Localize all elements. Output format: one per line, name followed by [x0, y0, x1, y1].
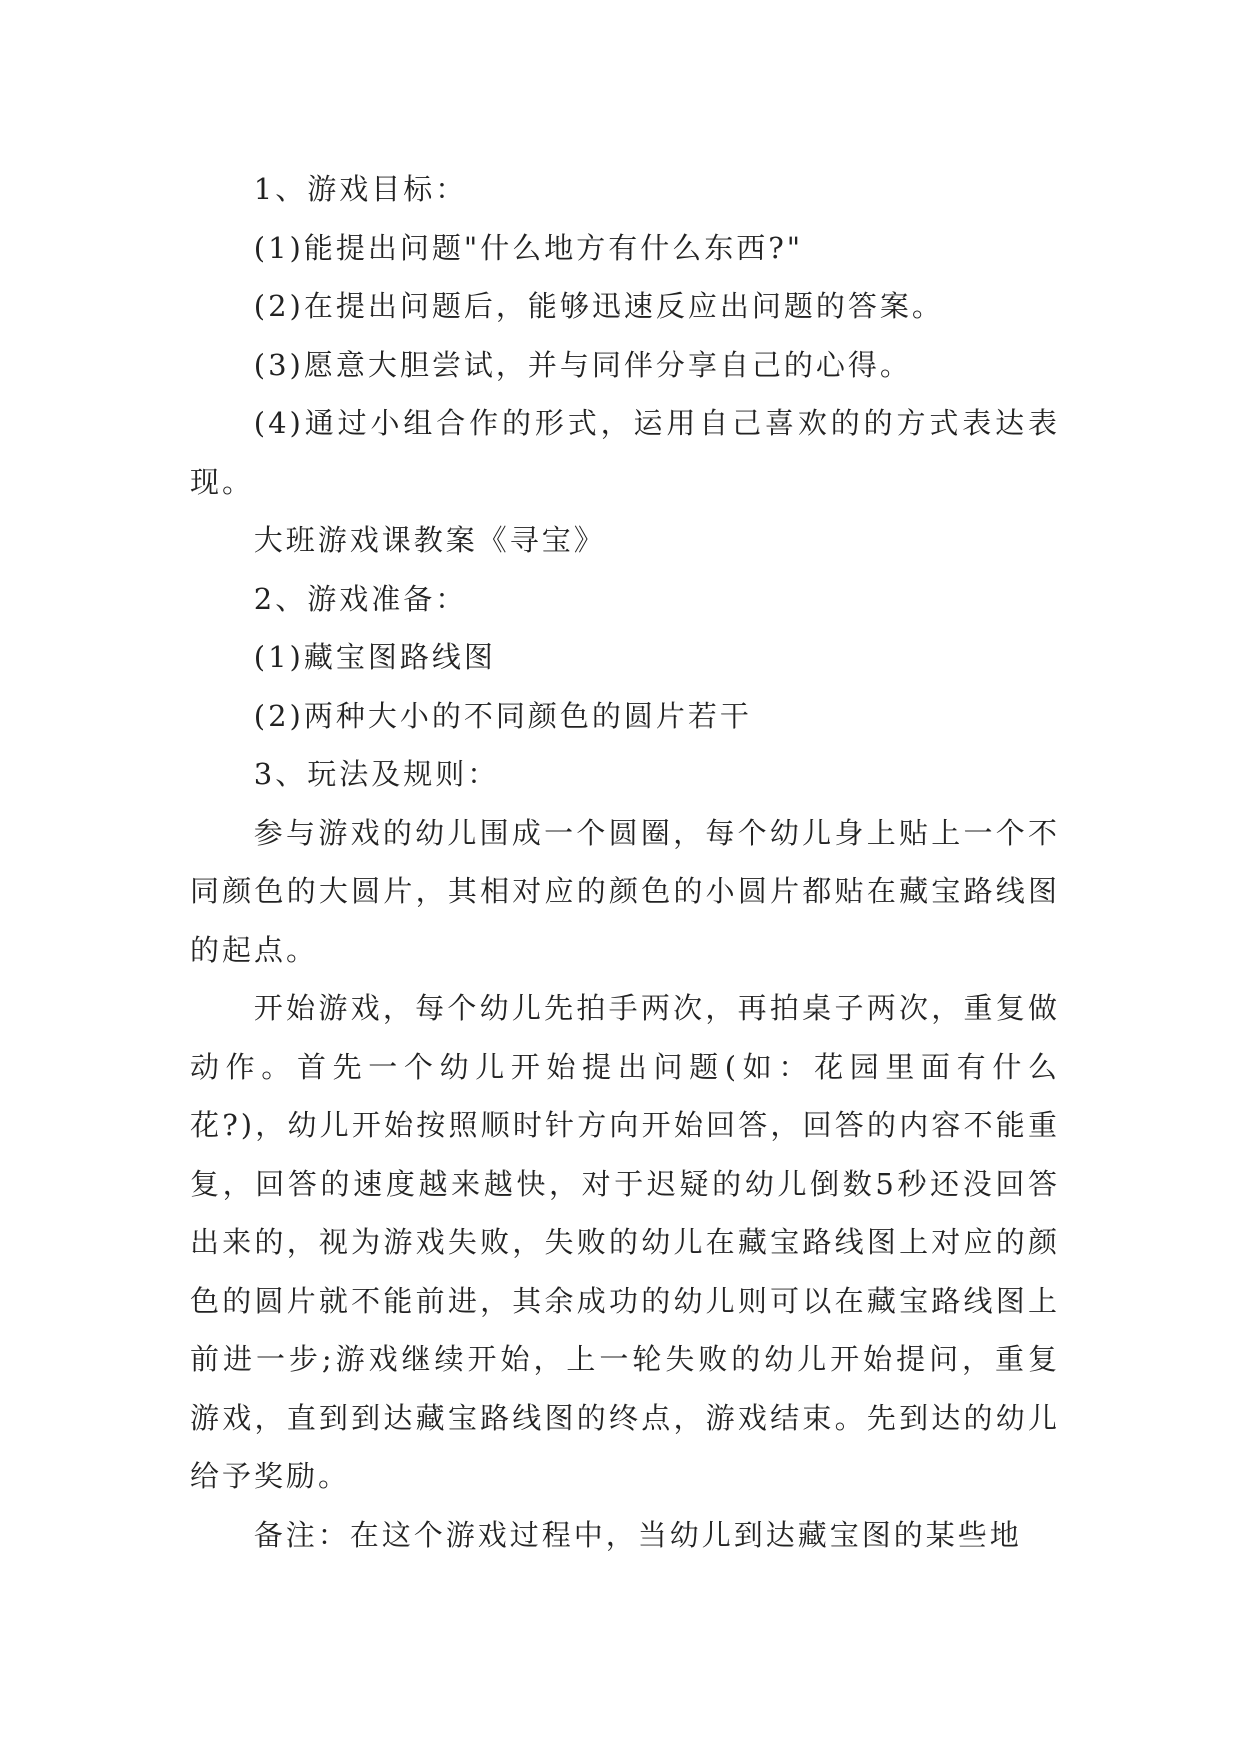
goal-item-1: (1)能提出问题"什么地方有什么东西?" [253, 230, 804, 265]
goal-item-4: (4)通过小组合作的形式，运用自己喜欢的的方式表达表现。 [190, 406, 1060, 499]
section-heading-rules: 3、玩法及规则： [253, 757, 500, 791]
preparation-item-1: (1)藏宝图路线图 [253, 640, 496, 674]
goal-item-3: (3)愿意大胆尝试，并与同伴分享自己的心得。 [253, 347, 912, 382]
document-body [190, 160, 1060, 1564]
rules-paragraph-1: 参与游戏的幼儿围成一个圆圈，每个幼儿身上贴上一个不同颜色的大圆片，其相对应的颜色的小圆片都贴在藏宝路线图的起点。 [190, 815, 1060, 967]
preparation-item-2: (2)两种大小的不同颜色的圆片若干 [253, 698, 752, 733]
section-heading-preparation: 2、游戏准备： [253, 581, 468, 616]
rules-paragraph-2: 开始游戏，每个幼儿先拍手两次，再拍桌子两次，重复做动作。首先一个幼儿开始提出问题(如：花园里面有什么花?)，幼儿开始按照顺时针方向开始回答，回答的内容不能重复，回答的速度越来越快，对于迟疑的幼儿倒数5秒还没回答出来的，视为游戏失败，失败的幼儿在藏宝路线图上对应的颜色的圆片就不能前进，其余成功的幼儿则可以在藏宝路线图上前进一步;游戏继续开始，上一轮失败的幼儿开始提问，重复游戏，直到到达藏宝路线图的终点，游戏结束。先到达的幼儿给予奖励。 [190, 991, 1060, 1493]
remarks-paragraph: 备注：在这个游戏过程中，当幼儿到达藏宝图的某些地 [253, 1517, 1022, 1552]
lesson-title: 大班游戏课教案《寻宝》 [253, 523, 606, 557]
section-heading-goals: 1、游戏目标： [253, 172, 468, 206]
goal-item-2: (2)在提出问题后，能够迅速反应出问题的答案。 [253, 289, 944, 323]
